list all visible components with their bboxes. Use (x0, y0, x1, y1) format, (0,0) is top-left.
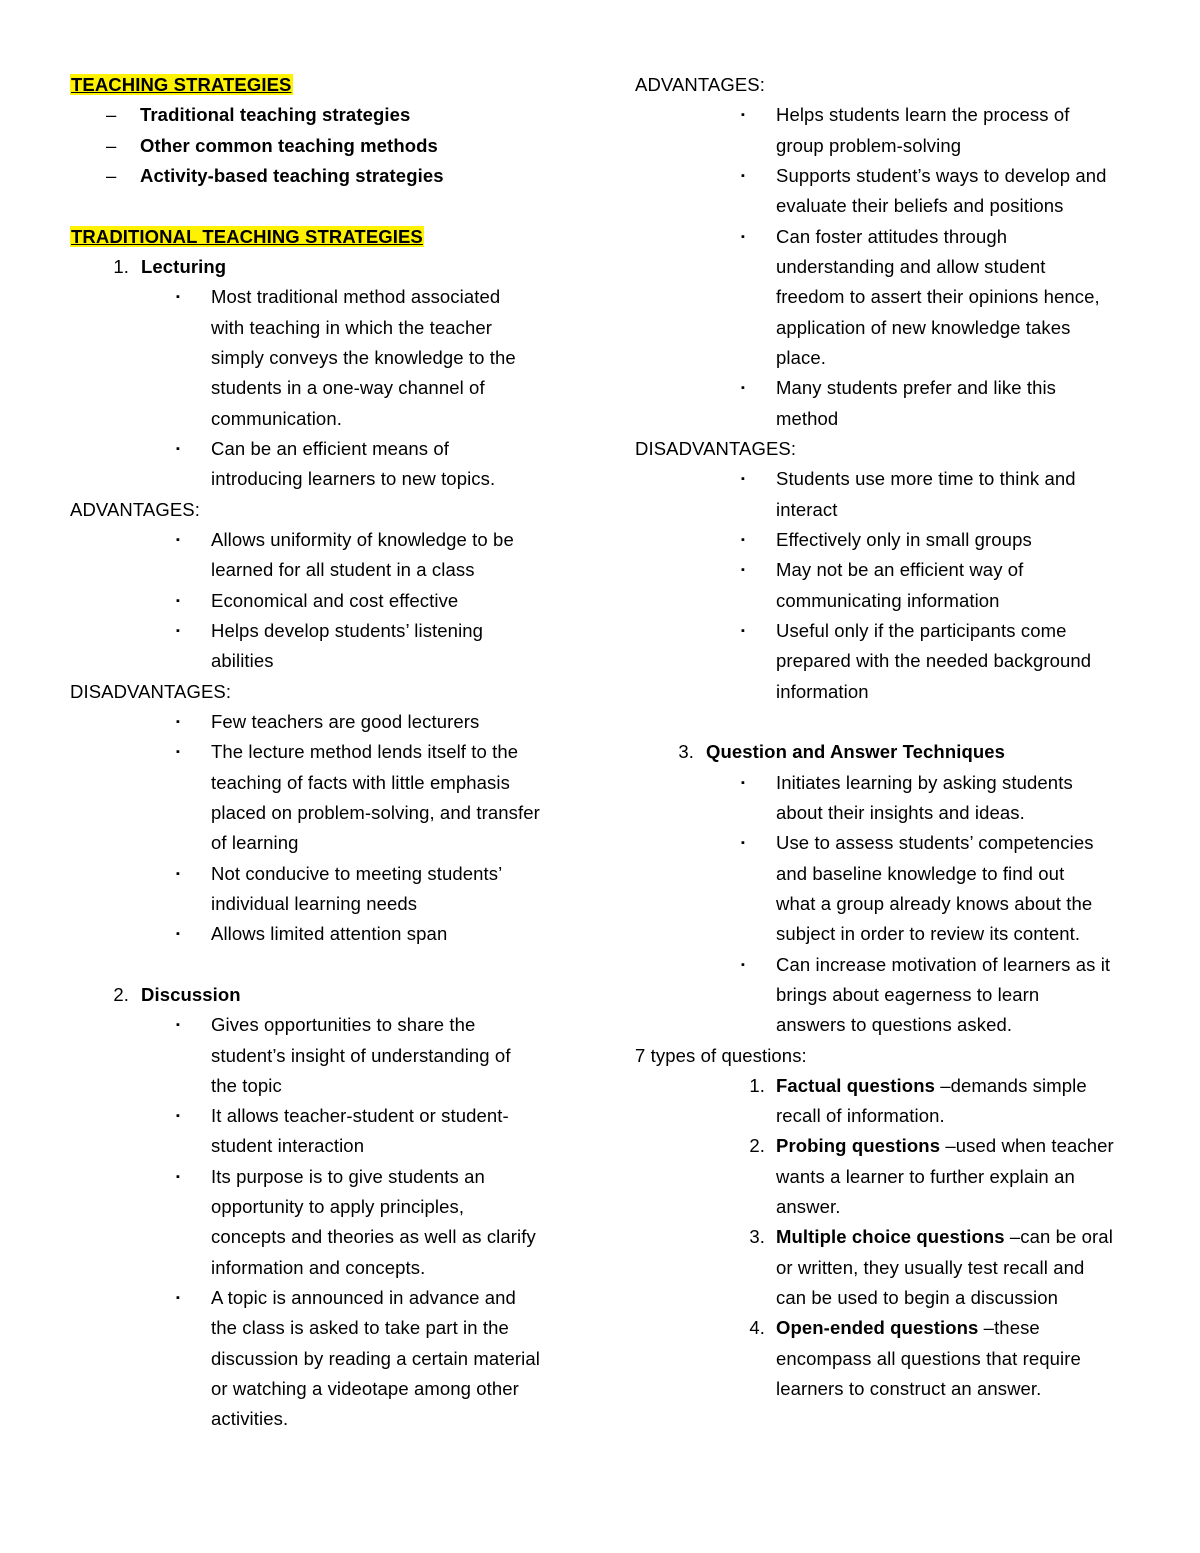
bullet-text: interact (776, 498, 838, 520)
discussion-advantages (635, 100, 1135, 434)
bullet-icon: ▪ (741, 473, 745, 486)
bullet-icon: ▪ (741, 230, 745, 243)
right-column (635, 70, 1135, 1404)
bullet-text: subject in order to review its content. (776, 923, 1081, 945)
bullet-item (70, 525, 570, 586)
bullet-text: application of new knowledge takes (776, 316, 1071, 338)
question-type-description: encompass all questions that require (776, 1347, 1081, 1369)
disadvantages-label: DISADVANTAGES: (70, 680, 232, 702)
bullet-text: Its purpose is to give students an (211, 1165, 485, 1187)
question-type-description: –demands simple (934, 1074, 1087, 1096)
bullet-text: discussion by reading a certain material (211, 1347, 540, 1369)
bullet-icon: ▪ (741, 564, 745, 577)
qa-points (635, 768, 1135, 1041)
bullet-icon: ▪ (176, 1110, 180, 1123)
lecturing-disadvantages (70, 707, 570, 950)
bullet-text: Can be an efficient means of (211, 437, 449, 459)
overview-item: – Activity-based teaching strategies (106, 164, 444, 186)
bullet-icon: ▪ (176, 291, 180, 304)
question-type-item (635, 1071, 1135, 1132)
bullet-text: opportunity to apply principles, (211, 1196, 465, 1218)
bullet-text: information (776, 680, 869, 702)
question-types (635, 1071, 1135, 1405)
bullet-text: understanding and allow student (776, 255, 1046, 277)
bullet-text: with teaching in which the teacher (211, 316, 493, 338)
lecturing-heading: 1. Lecturing (113, 255, 227, 277)
bullet-text: The lecture method lends itself to the (211, 741, 519, 763)
bullet-text: communication. (211, 407, 342, 429)
bullet-text: what a group already knows about the (776, 892, 1093, 914)
bullet-item (635, 616, 1135, 707)
left-column (70, 70, 570, 1435)
question-type-description: learners to construct an answer. (776, 1378, 1042, 1400)
bullet-text: Can foster attitudes through (776, 225, 1008, 247)
bullet-text: evaluate their beliefs and positions (776, 195, 1064, 217)
bullet-icon: ▪ (741, 109, 745, 122)
question-type-description: or written, they usually test recall and (776, 1256, 1085, 1278)
bullet-text: of learning (211, 832, 299, 854)
qa-heading: 3. Question and Answer Techniques (678, 741, 1006, 763)
bullet-item (70, 859, 570, 920)
bullet-text: or watching a videotape among other (211, 1378, 519, 1400)
bullet-text: the class is asked to take part in the (211, 1317, 509, 1339)
page-title: TEACHING STRATEGIES (71, 74, 292, 95)
question-type-number: 2. (749, 1135, 765, 1157)
question-type-description: wants a learner to further explain an (776, 1165, 1075, 1187)
discussion-points (70, 1010, 570, 1435)
bullet-text: Useful only if the participants come (776, 619, 1067, 641)
bullet-item (635, 464, 1135, 525)
bullet-item (635, 100, 1135, 161)
bullet-text: Economical and cost effective (211, 589, 459, 611)
question-type-description: answer. (776, 1196, 841, 1218)
bullet-text: abilities (211, 650, 274, 672)
bullet-item (70, 707, 570, 737)
bullet-text: and baseline knowledge to find out (776, 862, 1065, 884)
bullet-icon: ▪ (741, 533, 745, 546)
bullet-item (70, 1101, 570, 1162)
question-type-term: Probing questions (776, 1135, 941, 1157)
bullet-icon: ▪ (176, 715, 180, 728)
bullet-item (70, 737, 570, 858)
disadvantages-label: DISADVANTAGES: (635, 437, 797, 459)
bullet-text: Can increase motivation of learners as it (776, 953, 1111, 975)
bullet-text: Supports student’s ways to develop and (776, 164, 1107, 186)
bullet-text: communicating information (776, 589, 1000, 611)
advantages-label: ADVANTAGES: (70, 498, 200, 520)
bullet-text: learned for all student in a class (211, 559, 475, 581)
bullet-text: placed on problem-solving, and transfer (211, 801, 540, 823)
question-type-number: 4. (749, 1317, 765, 1339)
question-type-item (635, 1222, 1135, 1313)
bullet-text: group problem-solving (776, 134, 962, 156)
bullet-item (635, 525, 1135, 555)
bullet-item (70, 1010, 570, 1101)
question-type-term: Factual questions (776, 1074, 935, 1096)
bullet-text: the topic (211, 1074, 282, 1096)
question-type-number: 3. (749, 1226, 765, 1248)
bullet-text: freedom to assert their opinions hence, (776, 286, 1100, 308)
bullet-text: It allows teacher-student or student- (211, 1105, 509, 1127)
bullet-icon: ▪ (176, 1019, 180, 1032)
lecturing-advantages (70, 525, 570, 677)
bullet-icon: ▪ (176, 533, 180, 546)
bullet-icon: ▪ (741, 958, 745, 971)
bullet-icon: ▪ (741, 169, 745, 182)
bullet-text: Gives opportunities to share the (211, 1014, 476, 1036)
bullet-icon: ▪ (176, 594, 180, 607)
bullet-text: Helps develop students’ listening (211, 619, 484, 641)
section-heading-row (70, 222, 570, 252)
question-type-item (635, 1131, 1135, 1222)
bullet-text: introducing learners to new topics. (211, 468, 496, 490)
bullet-icon: ▪ (176, 442, 180, 455)
question-type-description: can be used to begin a discussion (776, 1287, 1059, 1309)
section-title: TRADITIONAL TEACHING STRATEGIES (71, 225, 423, 247)
question-type-term: Open-ended questions (776, 1317, 979, 1339)
bullet-text: Many students prefer and like this (776, 377, 1057, 399)
bullet-icon: ▪ (176, 1292, 180, 1305)
question-type-description: –can be oral (1004, 1226, 1113, 1248)
bullet-icon: ▪ (176, 624, 180, 637)
bullet-item (635, 161, 1135, 222)
bullet-item (70, 586, 570, 616)
bullet-text: method (776, 407, 839, 429)
overview-item: – Traditional teaching strategies (106, 104, 411, 126)
bullet-text: Students use more time to think and (776, 468, 1076, 490)
bullet-text: Allows limited attention span (211, 923, 448, 945)
bullet-icon: ▪ (176, 928, 180, 941)
question-type-number: 1. (749, 1074, 765, 1096)
bullet-text: Use to assess students’ competencies (776, 832, 1094, 854)
bullet-icon: ▪ (176, 867, 180, 880)
bullet-item (635, 828, 1135, 949)
bullet-text: individual learning needs (211, 892, 418, 914)
bullet-text: about their insights and ideas. (776, 801, 1025, 823)
bullet-icon: ▪ (741, 837, 745, 850)
bullet-text: Allows uniformity of knowledge to be (211, 528, 514, 550)
bullet-item (70, 434, 570, 495)
question-type-description: recall of information. (776, 1105, 945, 1127)
bullet-text: Most traditional method associated (211, 286, 501, 308)
bullet-item (635, 222, 1135, 374)
bullet-icon: ▪ (741, 776, 745, 789)
bullet-icon: ▪ (176, 1170, 180, 1183)
overview-item: – Other common teaching methods (106, 134, 438, 156)
types-label: 7 types of questions: (635, 1044, 807, 1066)
bullet-icon: ▪ (741, 382, 745, 395)
bullet-text: Initiates learning by asking students (776, 771, 1073, 793)
bullet-text: students in a one-way channel of (211, 377, 485, 399)
bullet-text: simply conveys the knowledge to the (211, 346, 516, 368)
bullet-icon: ▪ (741, 624, 745, 637)
bullet-text: answers to questions asked. (776, 1014, 1013, 1036)
bullet-text: A topic is announced in advance and (211, 1287, 516, 1309)
bullet-text: information and concepts. (211, 1256, 426, 1278)
bullet-text: Helps students learn the process of (776, 104, 1070, 126)
question-type-description: –used when teacher (940, 1135, 1114, 1157)
question-type-item (635, 1313, 1135, 1404)
advantages-label: ADVANTAGES: (635, 74, 765, 95)
bullet-text: prepared with the needed background (776, 650, 1092, 672)
bullet-text: student’s insight of understanding of (211, 1044, 511, 1066)
bullet-item (70, 1283, 570, 1435)
bullet-item (635, 555, 1135, 616)
bullet-text: student interaction (211, 1135, 365, 1157)
bullet-text: teaching of facts with little emphasis (211, 771, 510, 793)
bullet-item (70, 919, 570, 949)
discussion-disadvantages (635, 464, 1135, 707)
question-type-description: –these (978, 1317, 1040, 1339)
bullet-text: activities. (211, 1408, 289, 1430)
bullet-text: concepts and theories as well as clarify (211, 1226, 536, 1248)
bullet-text: Not conducive to meeting students’ (211, 862, 503, 884)
bullet-text: brings about eagerness to learn (776, 983, 1040, 1005)
bullet-item (635, 373, 1135, 434)
lecturing-points (70, 282, 570, 494)
question-type-term: Multiple choice questions (776, 1226, 1005, 1248)
bullet-icon: ▪ (176, 746, 180, 759)
bullet-text: Effectively only in small groups (776, 528, 1032, 550)
discussion-heading: 2. Discussion (113, 983, 241, 1005)
bullet-item (635, 768, 1135, 829)
bullet-text: Few teachers are good lecturers (211, 710, 480, 732)
bullet-text: place. (776, 346, 826, 368)
bullet-item (70, 1162, 570, 1283)
bullet-item (70, 616, 570, 677)
bullet-item (635, 950, 1135, 1041)
bullet-item (70, 282, 570, 434)
bullet-text: May not be an efficient way of (776, 559, 1024, 581)
heading-row (70, 70, 570, 100)
